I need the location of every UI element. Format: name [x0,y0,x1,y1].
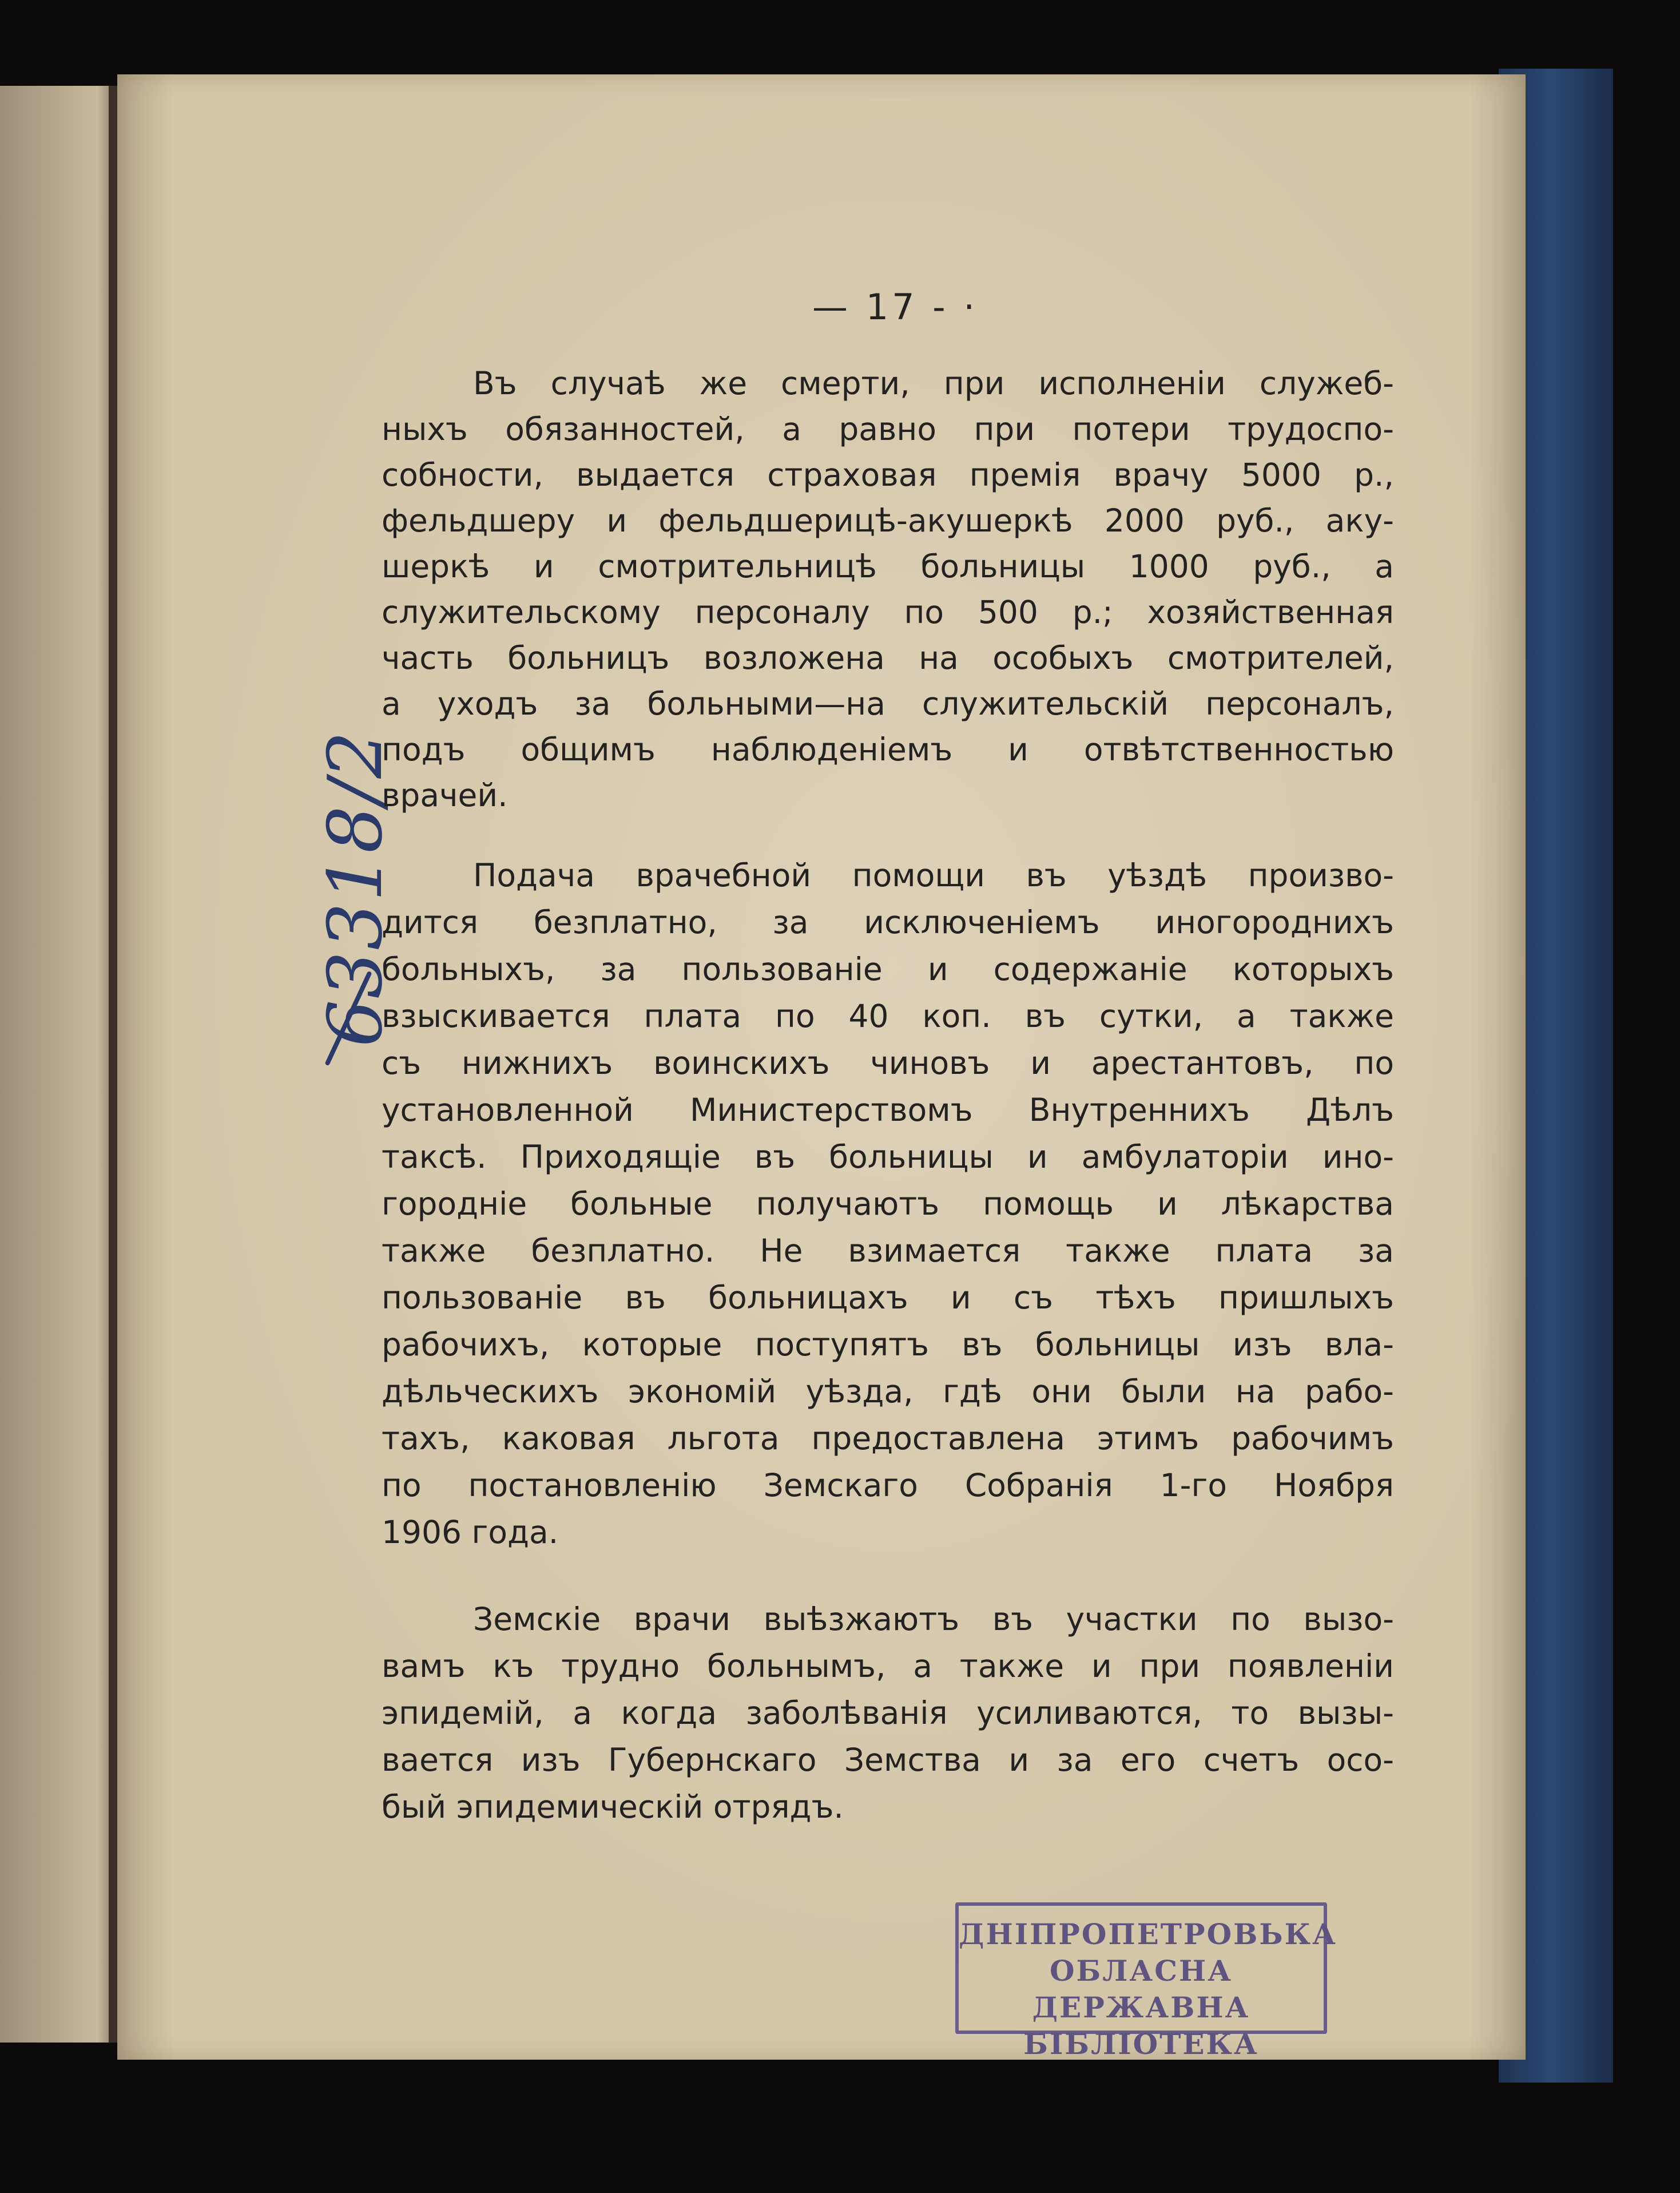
text-line: служительскому персоналу по 500 р.; хозяйственная [382,594,1394,630]
text-line: вается изъ Губернскаго Земства и за его счетъ осо- [382,1742,1394,1778]
stamp-line: БІБЛІОТЕКА [1023,2027,1259,2061]
text-line: рабочихъ, которые поступятъ въ больницы изъ вла- [382,1326,1394,1363]
text-line: часть больницъ возложена на особыхъ смотрителей, [382,640,1394,676]
margin-inventory-note: 63318/2 [312,729,399,1047]
page-number: — 17 - · [812,286,979,328]
text-line: шеркѣ и смотрительницѣ больницы 1000 руб., а [382,548,1394,585]
text-line: установленной Министерствомъ Внутреннихъ Дѣлъ [382,1092,1394,1128]
text-line: Подача врачебной помощи въ уѣздѣ произво- [473,857,1394,894]
previous-page-edge [0,86,114,2043]
text-line: дится безплатно, за исключеніемъ иногороднихъ [382,904,1394,941]
text-line: собности, выдается страховая премія врачу 5000 р., [382,457,1394,493]
text-line: врачей. [382,777,508,814]
library-stamp [955,1902,1337,2061]
text-line: по постановленію Земскаго Собранія 1-го Ноября [382,1467,1394,1504]
text-line: съ нижнихъ воинскихъ чиновъ и арестантовъ, по [382,1045,1394,1081]
text-line: вамъ къ трудно больнымъ, а также и при появленіи [382,1648,1394,1684]
stamp-line: ОБЛАСНА ДЕРЖАВНА [1032,1954,1250,2024]
book-page [117,74,1526,2060]
text-line: городніе больные получаютъ помощь и лѣкарства [382,1185,1394,1222]
text-line: Въ случаѣ же смерти, при исполненіи служеб- [473,365,1394,402]
text-line: пользованіе въ больницахъ и съ тѣхъ пришлыхъ [382,1279,1394,1316]
text-line: подъ общимъ наблюденіемъ и отвѣтственностью [382,731,1394,768]
text-line: больныхъ, за пользованіе и содержаніе которыхъ [382,951,1394,988]
text-line: Земскіе врачи выѣзжаютъ въ участки по вызо- [473,1601,1394,1637]
text-line: таксѣ. Приходящіе въ больницы и амбулаторіи ино- [382,1139,1394,1175]
text-line: фельдшеру и фельдшерицѣ-акушеркѣ 2000 руб., аку- [382,502,1394,539]
text-line: ныхъ обязанностей, а равно при потери трудоспо- [382,411,1394,447]
text-line: тахъ, каковая льгота предоставлена этимъ рабочимъ [382,1420,1394,1457]
text-line: бый эпидемическій отрядъ. [382,1788,844,1825]
text-line: взыскивается плата по 40 коп. въ сутки, а также [382,998,1394,1034]
stamp-line: ДНІПРОПЕТРОВЬКА [959,1917,1337,1951]
text-line: также безплатно. Не взимается также плата за [382,1232,1394,1269]
text-line: а уходъ за больными—на служительскій персоналъ, [382,685,1394,722]
text-line: 1906 года. [382,1514,559,1550]
text-line: эпидемій, а когда заболѣванія усиливаются, то вызы- [382,1695,1394,1731]
text-line: дѣльческихъ экономій уѣзда, гдѣ они были на рабо- [382,1373,1394,1410]
